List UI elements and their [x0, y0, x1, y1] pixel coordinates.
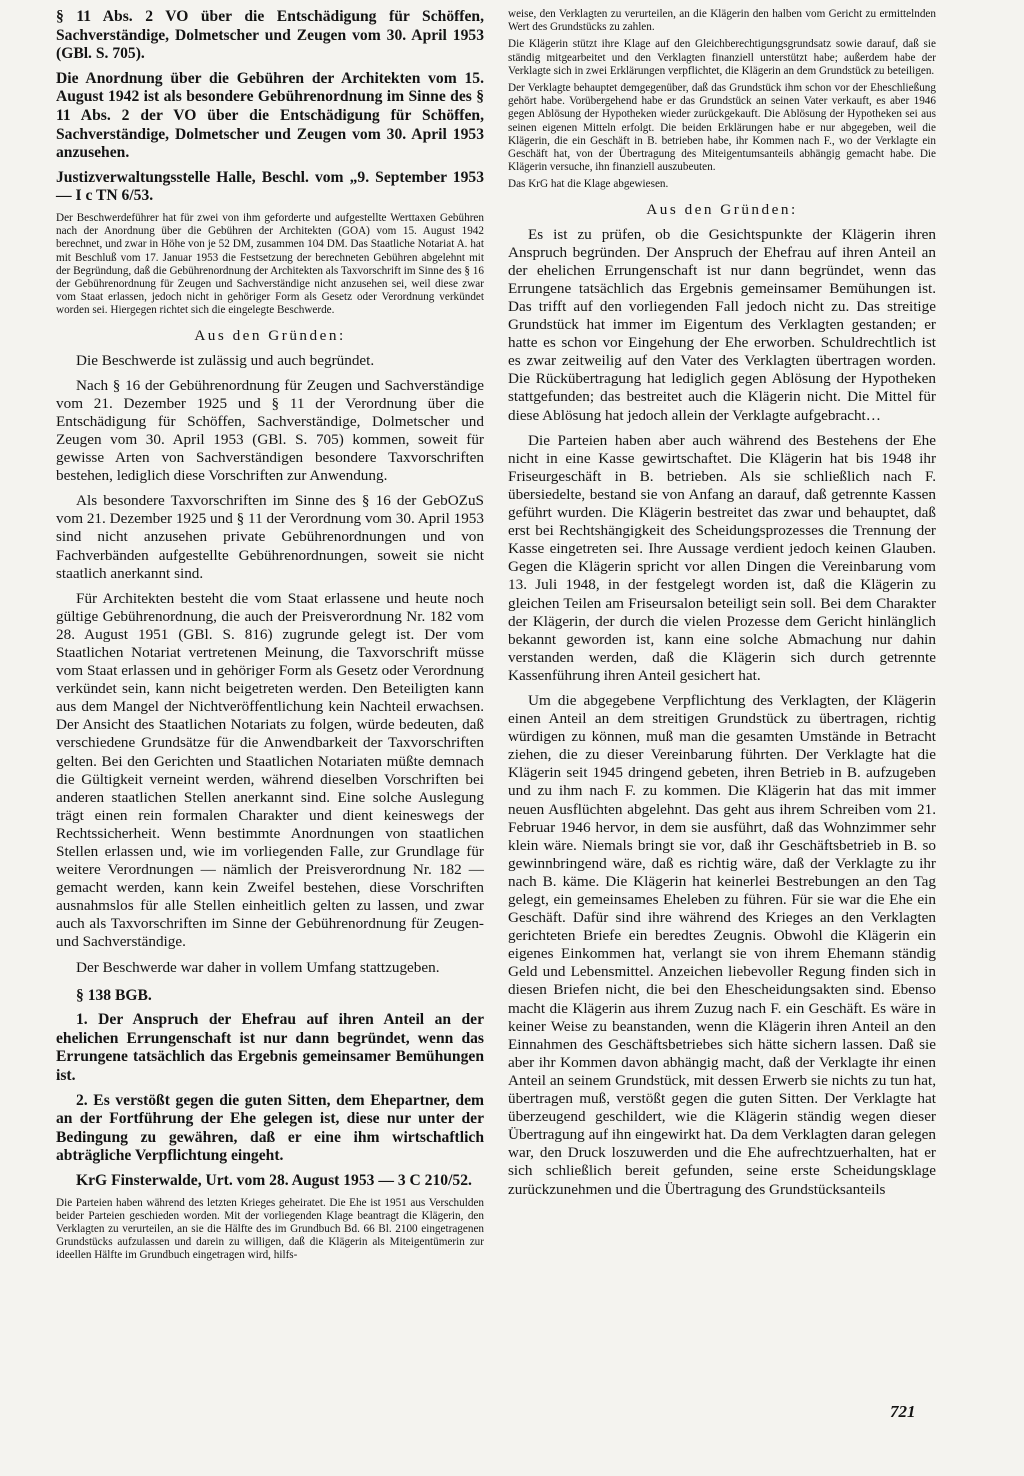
- paragraph: Nach § 16 der Gebührenordnung für Zeugen und Sachverständige vom 21. Dezember 1925 und § 11 der Verordnung über die Entschädigung für Schöffen, Sachverständige, Dolmetscher und Zeugen vom 30. April 1953 (GBl. S. 705) kommen, soweit für gewisse Arten von Sachverständigen besondere Taxvorschriften bestehen, lediglich diese Vorschriften zur Anwendung.: [56, 376, 484, 485]
- facts-continued: Das KrG hat die Klage abgewiesen.: [508, 178, 669, 191]
- paragraph: Die Beschwerde ist zulässig und auch begründet.: [76, 351, 375, 369]
- paragraph: Die Parteien haben aber auch während des Bestehens der Ehe nicht in eine Kasse gewirtschaftet. Die Klägerin hat bis 1948 ihr Friseurgeschäft in B. betrieben. Als sie schließlich nach F. übersiedelte, bestand sie von Anfang an darauf, daß getrennte Kassen geführt wurden. Die Klägerin bestreitet das zwar und behauptet, daß erst bei Rechtshängigkeit des Scheidungsprozesses die Trennung der Kasse eingetreten sei. Ihre Aussage verdient jedoch keinen Glauben. Gegen die Klägerin spricht vor allen Dingen die Vereinbarung vom 13. Juli 1948, in der festgelegt worden ist, daß die Klägerin zu gleichen Teilen am Friseursalon beteiligt sein soll. Bei dem Charakter der Klägerin, der durch die vielen Prozesse dem Gericht hinlänglich bekannt geworden ist, kann eine solche Abmachung nur dahin verstanden werden, daß die Klägerin sich durch getrennte Kassenführung ihren Anteil gesichert hat.: [508, 431, 936, 684]
- facts-continued: weise, den Verklagten zu verurteilen, an die Klägerin den halben vom Gericht zu ermittelnden Wert des Grundstücks zu zahlen.: [508, 8, 936, 34]
- reasons-heading: Aus den Gründen:: [646, 200, 798, 218]
- reasons-heading: Aus den Gründen:: [194, 326, 346, 344]
- heading-law-reference: § 11 Abs. 2 VO über die Entschädigung für Schöffen, Sachverständige, Dolmetscher und Zeugen vom 30. April 1953 (GBl. S. 705).: [56, 8, 484, 63]
- headnote-2: 2. Es verstößt gegen die guten Sitten, dem Ehepartner, dem an der Fortführung der Ehe gelegen ist, diese nur unter der Bedingung zu gewähren, daß er eine ihm wirtschaftlich abträgliche Verpflichtung eingeht.: [56, 1091, 484, 1165]
- decision-citation: Justizverwaltungsstelle Halle, Beschl. vom „9. September 1953 — I c TN 6/53.: [56, 168, 484, 205]
- law-heading: § 138 BGB.: [76, 986, 152, 1004]
- paragraph: Um die abgegebene Verpflichtung des Verklagten, der Klägerin einen Anteil an dem streitigen Grundstück zu übertragen, richtig würdigen zu können, muß man die gesamten Umstände in Betracht ziehen, die zu dieser Vereinbarung führten. Der Verklagte hat die Klägerin seit 1945 dringend gebeten, ihren Betrieb in B. aufzugeben und zu ihm nach F. zu kommen. Die Klägerin hat das mit immer neuen Ausflüchten abgelehnt. Das geht aus ihrem Schreiben vom 21. Februar 1946 hervor, in dem sie ausführt, daß das Wohnzimmer sehr klein wäre. Niemals bringt sie vor, daß ihr Geschäftsbetrieb in B. so gewinnbringend wäre, daß es richtig wäre, daß der Verklagte zu ihr nach B. käme. Die Klägerin hat keinerlei Bestrebungen an den Tag gelegt, ein gemeinsames Eheleben zu führen. Für sie war die Ehe ein Geschäft. Dafür sind ihre während des Krieges an den Verklagten gerichteten Briefe ein beredtes Zeugnis. Obwohl die Klägerin ein eigenes Einkommen hat, verlangt sie von ihrem Ehemann ständig Geld und Lebensmittel. Anzeichen liebevoller Regung finden sich in diesen Briefen nicht, die bei den Ehescheidungsakten sind. Ebenso macht die Klägerin aus ihrem Zuzug nach F. ein Geschäft. Es wäre in keiner Weise zu beanstanden, wenn die Klägerin ihren Anteil an den Einnahmen des Geschäftsbetriebes sich hätte sichern lassen. Daß sie aber ihr Kommen davon abhängig macht, daß der Verklagte ihr einen Anteil an seinem Grundstück, mit dessen Erwerb sie nichts zu tun hat, übertragen muß, verstößt gegen die guten Sitten. Der Verklagte hat überzeugend geschildert, wie die Klägerin ständig wegen dieser Übertragung auf ihn eingewirkt hat. Da dem Verklagten daran gelegen war, den Druck loszuwerden und die Ehe aufrechtzuerhalten, hat er sich schließlich bereit gefunden, seine erste Scheidungsklage zurückzunehmen und die Übertragung des Grundstücksanteils: [508, 691, 936, 1198]
- paragraph: Der Beschwerde war daher in vollem Umfang stattzugeben.: [76, 958, 440, 976]
- headnote: Die Anordnung über die Gebühren der Architekten vom 15. August 1942 ist als besondere Gebührenordnung im Sinne des § 11 Abs. 2 der VO über die Entschädigung für Schöffen, Sachverständige, Dolmetscher und Zeugen vom 30. April 1953 anzusehen.: [56, 69, 484, 162]
- paragraph: Für Architekten besteht die vom Staat erlassene und heute noch gültige Gebührenordnung, die auch der Preisverordnung Nr. 182 vom 28. August 1951 (GBl. S. 816) zugrunde gelegt ist. Der vom Staatlichen Notariat vertretenen Meinung, die Taxvorschrift müsse vom Staat erlassen und in gehöriger Form als Gesetz oder Verordnung verkündet sein, kann nicht beigetreten werden. Den Beteiligten kann aus dem Mangel der Nichtveröffentlichung kein Nachteil erwachsen. Der Ansicht des Staatlichen Notariats zu folgen, würde bedeuten, daß verschiedene Grundsätze für die Anwendbarkeit der Taxvorschriften gelten. Bei den Gerichten und Staatlichen Notariaten müßte demnach die Gültigkeit verneint werden, während dieselben Vorschriften bei anderen staatlichen Stellen anerkannt sind. Eine solche Auslegung trägt einen rein formalen Charakter und dient keineswegs der Rechtssicherheit. Wenn bestimmte Anordnungen von staatlichen Stellen erlassen und, wie im vorliegenden Falle, zur Grundlage für weitere Verordnungen — nämlich der Preisverordnung Nr. 182 — gemacht werden, kann kein Zweifel bestehen, diese Vorschriften ausnahmslos für alle Stellen einheitlich gelten zu lassen, und zwar auch als Taxvorschriften im Sinne der Gebührenordnung für Zeugen- und Sachverständige.: [56, 589, 484, 951]
- case-citation: KrG Finsterwalde, Urt. vom 28. August 1953 — 3 C 210/52.: [76, 1172, 472, 1189]
- facts-continued: Der Verklagte behauptet demgegenüber, daß das Grundstück ihm schon vor der Eheschließung gehört habe. Vorübergehend habe er das Grundstück an seinen Vater verkauft, es aber 1946 gegen Ablösung der Hypotheken wieder zurückgekauft. Die Ablösung der Hypotheken sei aus seinen eigenen Mitteln erfolgt. Die beiden Erklärungen habe er nur abgegeben, weil die Klägerin, die ein Geschäft in B. betrieben habe, ihr Kommen nach F., wo der Verklagte ein Geschäft hat, von der Übertragung des Miteigentumsanteils abhängig gemacht habe. Die Klägerin versuche, ihn finanziell auszubeuten.: [508, 82, 936, 174]
- right-column: [508, 8, 936, 1206]
- facts-continued: Die Klägerin stützt ihre Klage auf den Gleichberechtigungsgrundsatz sowie darauf, daß sie ständig mitgearbeitet und den Verklagten finanziell unterstützt habe; außerdem habe der Verklagte sich in zwei Erklärungen verpflichtet, die Klägerin an dem Grundstück zu beteiligen.: [508, 38, 936, 77]
- paragraph: Als besondere Taxvorschriften im Sinne des § 16 der GebOZuS vom 21. Dezember 1925 und § 11 der Verordnung vom 30. April 1953 sind nicht anzusehen private Gebührenordnungen und von Fachverbänden aufgestellte Gebührenordnungen, soweit sie nicht staatlich anerkannt sind.: [56, 492, 484, 582]
- facts-summary: Die Parteien haben während des letzten Krieges geheiratet. Die Ehe ist 1951 aus Verschulden beider Parteien geschieden worden. Mit der vorliegenden Klage beantragt die Klägerin, den Verklagten zu verurteilen, an sie die Hälfte des im Grundbuch Bd. 66 Bl. 2100 eingetragenen Grundstücks aufzulassen und darein zu willigen, daß die Klägerin als Miteigentümerin zur ideellen Hälfte im Grundbuch eingetragen wird, hilfs-: [56, 1196, 484, 1262]
- headnote-1: 1. Der Anspruch der Ehefrau auf ihren Anteil an der ehelichen Errungenschaft ist nur dann begründet, wenn das Errungene tatsächlich das Ergebnis gemeinsamer Bemühungen ist.: [56, 1011, 484, 1085]
- left-column: [56, 8, 484, 1267]
- facts-summary: Der Beschwerdeführer hat für zwei von ihm geforderte und aufgestellte Werttaxen Gebühren nach der Anordnung über die Gebühren der Architekten (GOA) vom 15. August 1942 berechnet, und zwar in Höhe von je 52 DM, zusammen 104 DM. Das Staatliche Notariat A. hat mit Beschluß vom 17. Januar 1953 die Festsetzung der berechneten Gebühren abgelehnt mit der Begründung, daß die Gebührenordnung der Architekten als Taxvorschrift im Sinne des § 16 der Gebührenordnung für Zeugen und Sachverständige nicht anzusehen sei, weil diese zwar vom Staat erlassen, jedoch nicht in gehöriger Form als Gesetz oder Verordnung verkündet worden sei. Hiergegen richtet sich die eingelegte Beschwerde.: [56, 211, 484, 317]
- page-number: 721: [890, 1402, 916, 1421]
- paragraph: Es ist zu prüfen, ob die Gesichtspunkte der Klägerin ihren Anspruch begründen. Der Anspruch der Ehefrau auf ihren Anteil an der ehelichen Errungenschaft ist nur dann begründet, wenn das Errungene tatsächlich das Ergebnis gemeinsamer Bemühungen ist. Das trifft auf den vorliegenden Fall jedoch nicht zu. Das streitige Grundstück hat immer im Eigentum des Verklagten gestanden; er hatte es schon vor Eingehung der Ehe erworben. Schuldrechtlich ist es zwar zeitweilig auf den Vater des Verklagten übertragen worden. Die Rückübertragung hat lediglich gegen Ablösung der Hypotheken stattgefunden; das bestreitet auch die Klägerin nicht. Die Mittel für diese Ablösung hat jedoch allein der Verklagte aufgebracht…: [508, 225, 936, 424]
